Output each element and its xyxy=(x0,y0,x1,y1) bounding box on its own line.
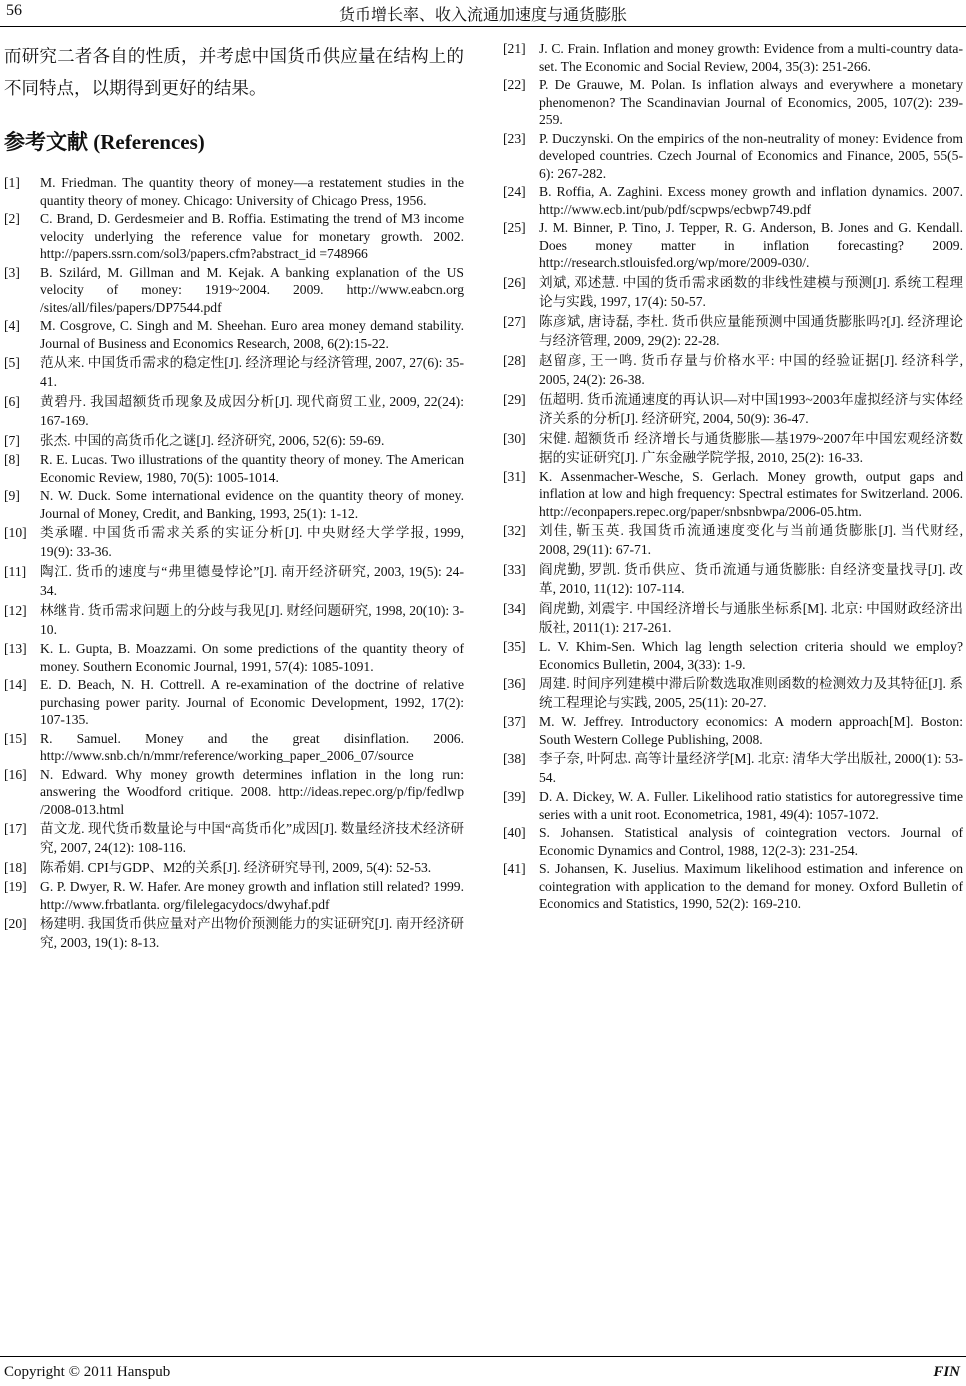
reference-number: [8] xyxy=(4,452,20,467)
reference-number: [20] xyxy=(4,916,27,931)
reference-number: [19] xyxy=(4,879,27,894)
reference-number: [11] xyxy=(4,564,27,579)
reference-item xyxy=(4,878,464,913)
reference-text: 杨建明. 我国货币供应量对产出物价预测能力的实证研究[J]. 南开经济研究, 2003, 19(1): 8-13. xyxy=(40,916,464,950)
reference-item xyxy=(503,521,963,559)
reference-number: [24] xyxy=(503,184,526,199)
reference-number: [31] xyxy=(503,468,526,484)
reference-item xyxy=(4,353,464,391)
reference-number: [14] xyxy=(4,677,27,692)
reference-number: [1] xyxy=(4,175,20,190)
reference-item xyxy=(4,523,464,561)
reference-text: B. Roffia, A. Zaghini. Excess money growth and inflation dynamics. 2007. http://www.ecb.int/pub/pdf/scpwps/ecbwp749.pdf xyxy=(539,184,963,217)
reference-text: 刘斌, 邓述慧. 中国的货币需求函数的非线性建模与预测[J]. 系统工程理论与实践, 1997, 17(4): 50-57. xyxy=(539,274,963,309)
reference-text: 类承曜. 中国货币需求关系的实证分析[J]. 中央财经大学学报, 1999, 19(9): 33-36. xyxy=(40,525,464,559)
reference-number: [10] xyxy=(4,525,27,540)
reference-text: 陈希娟. CPI与GDP、M2的关系[J]. 经济研究导刊, 2009, 5(4): 52-53. xyxy=(40,860,432,875)
reference-item xyxy=(4,640,464,675)
reference-item xyxy=(503,429,963,467)
reference-number: [16] xyxy=(4,766,27,782)
reference-item xyxy=(4,210,464,263)
reference-text: 陈彦斌, 唐诗磊, 李杜. 货币供应量能预测中国通货膨胀吗?[J]. 经济理论与经济管理, 2009, 29(2): 22-28. xyxy=(539,313,963,348)
reference-number: [40] xyxy=(503,825,526,840)
page-header xyxy=(0,0,966,28)
reference-item xyxy=(503,390,963,428)
reference-number: [27] xyxy=(503,313,526,329)
reference-number: [4] xyxy=(4,318,20,333)
reference-item xyxy=(503,674,963,712)
reference-item xyxy=(4,562,464,600)
references-list-left xyxy=(4,174,464,952)
reference-number: [34] xyxy=(503,601,526,616)
reference-item xyxy=(4,914,464,952)
reference-number: [37] xyxy=(503,714,526,729)
reference-text: 李子奈, 叶阿忠. 高等计量经济学[M]. 北京: 清华大学出版社, 2000(1): 53-54. xyxy=(539,751,963,785)
reference-item xyxy=(503,824,963,859)
reference-text: P. Duczynski. On the empirics of the non-neutrality of money: Evidence from developed countries. Czech Journal of Economics and Finance, 2005, 55(5-6): 267-282. xyxy=(539,130,963,181)
reference-item xyxy=(4,858,464,877)
reference-number: [32] xyxy=(503,523,526,538)
page-footer xyxy=(0,1356,966,1386)
reference-item xyxy=(503,560,963,598)
reference-text: 伍超明. 货币流通速度的再认识—对中国1993~2003年虚拟经济与实体经济关系的分析[J]. 经济研究, 2004, 50(9): 36-47. xyxy=(539,391,963,426)
reference-text: K. Assenmacher-Wesche, S. Gerlach. Money growth, output gaps and inflation at low and high frequency: Spectral estimates for Switzerland. 2006. http://econpapers.repec.org/paper/snbsnbwpa/2006-05.htm. xyxy=(539,468,963,519)
reference-text: M. Cosgrove, C. Singh and M. Sheehan. Euro area money demand stability. Journal of Business and Economics Research, 2008, 6(2):15-22. xyxy=(40,318,464,351)
reference-text: G. P. Dwyer, R. W. Hafer. Are money growth and inflation still related? 1999. http://www.frbatlanta. org/filelegacydocs/dwyhaf.pdf xyxy=(40,879,464,912)
reference-item xyxy=(503,351,963,389)
reference-text: K. L. Gupta, B. Moazzami. On some predictions of the quantity theory of money. Southern Economic Journal, 1991, 57(4): 1085-1091. xyxy=(40,641,464,674)
reference-text: 阎虎勤, 刘震宇. 中国经济增长与通胀坐标系[M]. 北京: 中国财政经济出版社, 2011(1): 217-261. xyxy=(539,601,963,635)
reference-number: [6] xyxy=(4,394,20,409)
reference-number: [26] xyxy=(503,274,526,290)
reference-number: [12] xyxy=(4,603,27,618)
reference-item xyxy=(503,638,963,673)
reference-text: 周建. 时间序列建模中滞后阶数选取准则函数的检测效力及其特征[J]. 系统工程理论与实践, 2005, 25(11): 20-27. xyxy=(539,676,963,710)
reference-item xyxy=(503,860,963,913)
reference-text: S. Johansen, K. Juselius. Maximum likelihood estimation and inference on cointegration with application to the demand for money. Oxford Bulletin of Economics and Statistics, 1990, 52(2): 169-210. xyxy=(539,861,963,911)
reference-item xyxy=(503,312,963,350)
reference-number: [29] xyxy=(503,391,526,407)
reference-text: 张杰. 中国的高货币化之谜[J]. 经济研究, 2006, 52(6): 59-69. xyxy=(40,433,385,448)
reference-text: J. M. Binner, P. Tino, J. Tepper, R. G. Anderson, B. Jones and G. Kendall. Does money matter in inflation forecasting? 2009. http://research.stlouisfed.org/wp/more/2009-030/. xyxy=(539,220,963,270)
reference-item xyxy=(503,273,963,311)
reference-number: [23] xyxy=(503,130,526,146)
reference-text: 阎虎勤, 罗凯. 货币供应、货币流通与通货膨胀: 自经济变量找寻[J]. 改革, 2010, 11(12): 107-114. xyxy=(539,562,963,596)
reference-number: [3] xyxy=(4,264,20,280)
copyright-notice: Copyright © 2011 Hanspub xyxy=(4,1364,171,1380)
reference-text: 陶江. 货币的速度与“弗里德曼悖论”[J]. 南开经济研究, 2003, 19(5): 24-34. xyxy=(40,564,464,598)
reference-text: M. W. Jeffrey. Introductory economics: A modern approach[M]. Boston: South Western College Publishing, 2008. xyxy=(539,714,963,747)
reference-number: [5] xyxy=(4,355,20,370)
reference-item xyxy=(503,713,963,748)
reference-text: R. Samuel. Money and the great disinflation. 2006. http://www.snb.ch/n/mmr/reference/working_paper_2006_07/source xyxy=(40,730,464,763)
reference-item xyxy=(503,76,963,129)
reference-number: [17] xyxy=(4,821,27,836)
reference-item xyxy=(4,264,464,317)
reference-item xyxy=(4,317,464,352)
reference-text: M. Friedman. The quantity theory of money—a restatement studies in the quantity theory of money. Chicago: University of Chicago Press, 1956. xyxy=(40,175,464,208)
reference-item xyxy=(4,676,464,729)
reference-item xyxy=(503,130,963,183)
reference-number: [39] xyxy=(503,789,526,804)
reference-number: [25] xyxy=(503,220,526,235)
reference-text: 赵留彦, 王一鸣. 货币存量与价格水平: 中国的经验证据[J]. 经济科学, 2005, 24(2): 26-38. xyxy=(539,352,963,387)
reference-item xyxy=(503,468,963,521)
reference-text: L. V. Khim-Sen. Which lag length selection criteria should we employ? Economics Bulletin, 2004, 3(33): 1-9. xyxy=(539,639,963,672)
reference-item xyxy=(503,183,963,218)
reference-item xyxy=(4,174,464,209)
reference-item xyxy=(4,819,464,857)
reference-text: 宋健. 超额货币 经济增长与通货膨胀—基1979~2007年中国宏观经济数据的实证研究[J]. 广东金融学院学报, 2010, 25(2): 16-33. xyxy=(539,430,963,465)
reference-text: E. D. Beach, N. H. Cottrell. A re-examination of the doctrine of relative purchasing power parity. Journal of Economic Development, 1992, 17(2): 107-135. xyxy=(40,677,464,727)
header-divider xyxy=(0,26,966,27)
reference-number: [21] xyxy=(503,41,526,56)
reference-text: C. Brand, D. Gerdesmeier and B. Roffia. Estimating the trend of M3 income velocity underlying the reference value for monetary growth. 2002. http://papers.ssrn.com/sol3/papers.cfm?abstract_id =748966 xyxy=(40,211,464,261)
reference-item xyxy=(4,392,464,430)
journal-abbreviation: FIN xyxy=(933,1364,960,1380)
right-column xyxy=(503,40,963,914)
reference-item xyxy=(503,788,963,823)
reference-item xyxy=(503,749,963,787)
reference-number: [28] xyxy=(503,352,526,368)
reference-item xyxy=(503,40,963,75)
reference-item xyxy=(4,730,464,765)
reference-number: [36] xyxy=(503,676,526,691)
references-list-right xyxy=(503,40,963,913)
running-title: 货币增长率、收入流通加速度与通货膨胀 xyxy=(338,7,627,24)
footer-divider xyxy=(0,1356,966,1357)
intro-paragraph: 而研究二者各自的性质，并考虑中国货币供应量在结构上的不同特点，以期得到更好的结果。 xyxy=(4,46,464,98)
reference-item xyxy=(4,766,464,819)
reference-item xyxy=(4,431,464,450)
reference-text: 黄碧丹. 我国超额货币现象及成因分析[J]. 现代商贸工业, 2009, 22(24): 167-169. xyxy=(40,394,464,428)
reference-number: [2] xyxy=(4,211,20,226)
reference-text: 刘佳, 靳玉英. 我国货币流通速度变化与当前通货膨胀[J]. 当代财经, 2008, 29(11): 67-71. xyxy=(539,523,963,557)
reference-number: [18] xyxy=(4,860,27,875)
page-number: 56 xyxy=(6,2,22,19)
reference-number: [15] xyxy=(4,730,27,746)
reference-number: [38] xyxy=(503,751,526,766)
reference-number: [33] xyxy=(503,562,526,577)
reference-number: [9] xyxy=(4,488,20,503)
references-heading: 参考文献 (References) xyxy=(4,130,205,154)
reference-text: 林继肯. 货币需求问题上的分歧与我见[J]. 财经问题研究, 1998, 20(10): 3-10. xyxy=(40,603,464,637)
reference-item xyxy=(4,487,464,522)
reference-text: B. Szilárd, M. Gillman and M. Kejak. A banking explanation of the US velocity of money: 1919~2004. 2009. http://www.eabcn.org /sites/all/files/papers/DP7544.pdf xyxy=(40,264,464,315)
reference-number: [41] xyxy=(503,861,526,876)
reference-number: [30] xyxy=(503,430,526,446)
reference-text: P. De Grauwe, M. Polan. Is inflation always and everywhere a monetary phenomenon? The Scandinavian Journal of Economics, 2005, 107(2): 239-259. xyxy=(539,77,963,127)
reference-number: [13] xyxy=(4,641,27,656)
reference-item xyxy=(503,599,963,637)
reference-text: N. W. Duck. Some international evidence on the quantity theory of money. Journal of Money, Credit, and Banking, 1993, 25(1): 1-12. xyxy=(40,488,464,521)
reference-text: N. Edward. Why money growth determines inflation in the long run: answering the Woodford critique. 2008. http://ideas.repec.org/p/fip/fedlwp /2008-013.html xyxy=(40,766,464,817)
reference-text: 苗文龙. 现代货币数量论与中国“高货币化”成因[J]. 数量经济技术经济研究, 2007, 24(12): 108-116. xyxy=(40,821,464,855)
reference-text: S. Johansen. Statistical analysis of cointegration vectors. Journal of Economic Dynamics and Control, 1988, 12(2-3): 231-254. xyxy=(539,825,963,858)
reference-text: R. E. Lucas. Two illustrations of the quantity theory of money. The American Economic Review, 1980, 70(5): 1005-1014. xyxy=(40,452,464,485)
reference-text: 范从来. 中国货币需求的稳定性[J]. 经济理论与经济管理, 2007, 27(6): 35-41. xyxy=(40,355,464,389)
reference-item xyxy=(4,601,464,639)
reference-text: J. C. Frain. Inflation and money growth: Evidence from a multi-country data-set. The Economic and Social Review, 2004, 35(3): 251-266. xyxy=(539,41,963,74)
reference-item xyxy=(503,219,963,272)
reference-number: [7] xyxy=(4,433,20,448)
reference-item xyxy=(4,451,464,486)
reference-number: [35] xyxy=(503,639,526,654)
reference-number: [22] xyxy=(503,77,526,92)
left-column xyxy=(4,40,464,953)
reference-text: D. A. Dickey, W. A. Fuller. Likelihood ratio statistics for autoregressive time series with a unit root. Econometrica, 1981, 49(4): 1057-1072. xyxy=(539,789,963,822)
